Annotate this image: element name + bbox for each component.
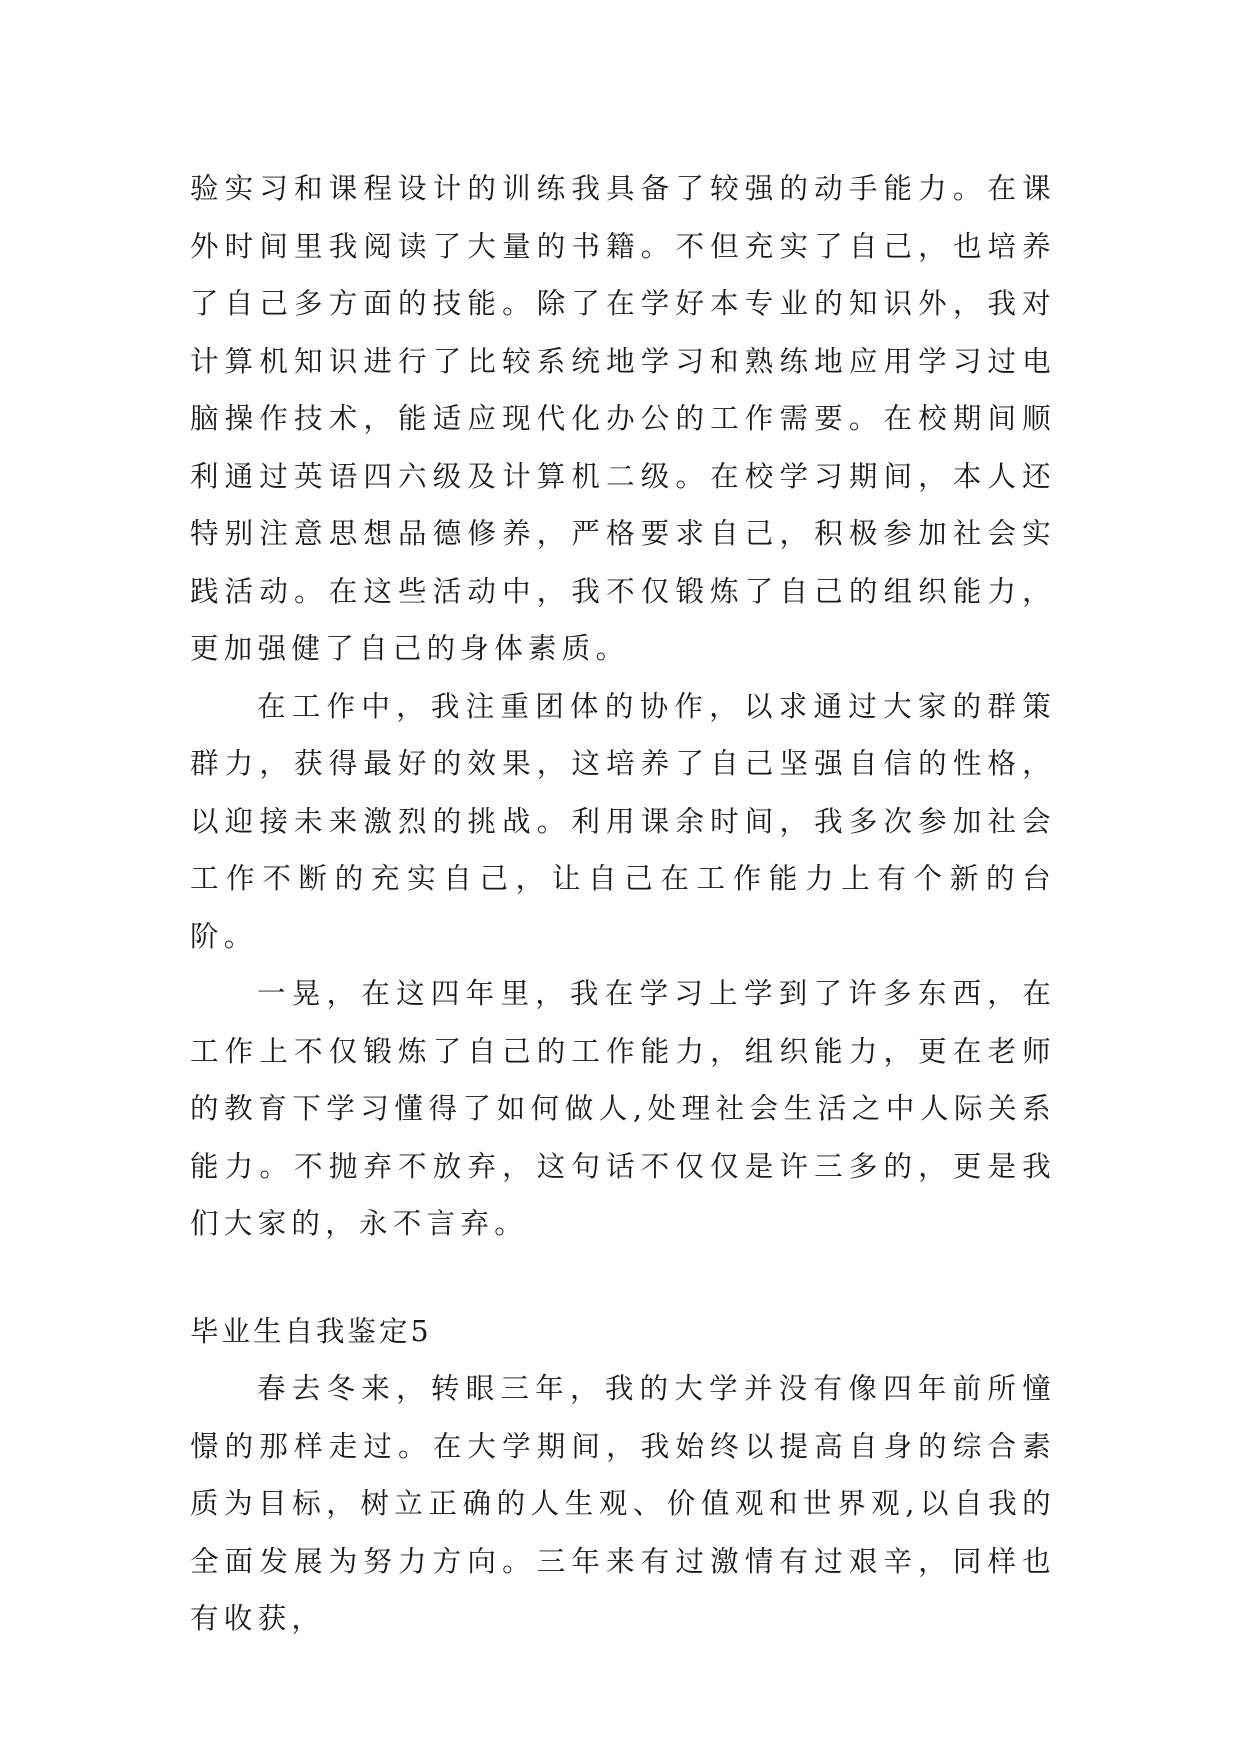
section-gap — [190, 1253, 1056, 1303]
paragraph-2: 在工作中，我注重团体的协作，以求通过大家的群策群力，获得最好的效果，这培养了自己坚强自信的性格，以迎接未来激烈的挑战。利用课余时间，我多次参加社会工作不断的充实自己，让自己在工作能力上有个新的台阶。 — [190, 689, 1056, 953]
document-body — [190, 160, 1056, 1648]
paragraph-4: 春去冬来，转眼三年，我的大学并没有像四年前所憧憬的那样走过。在大学期间，我始终以提高自身的综合素质为目标，树立正确的人生观、价值观和世界观,以自我的全面发展为努力方向。三年来有过激情有过艰辛，同样也有收获， — [190, 1372, 1056, 1635]
paragraph-1: 验实习和课程设计的训练我具备了较强的动手能力。在课外时间里我阅读了大量的书籍。不但充实了自己，也培养了自己多方面的技能。除了在学好本专业的知识外，我对计算机知识进行了比较系统地学习和熟练地应用学习过电脑操作技术，能适应现代化办公的工作需要。在校期间顺利通过英语四六级及计算机二级。在校学习期间，本人还特别注意思想品德修养，严格要求自己，积极参加社会实践活动。在这些活动中，我不仅锻炼了自己的组织能力，更加强健了自己的身体素质。 — [190, 172, 1056, 665]
section-heading: 毕业生自我鉴定5 — [190, 1314, 432, 1348]
paragraph-3: 一晃，在这四年里，我在学习上学到了许多东西，在工作上不仅锻炼了自己的工作能力，组织能力，更在老师的教育下学习懂得了如何做人,处理社会生活之中人际关系能力。不抛弃不放弃，这句话不仅仅是许三多的，更是我们大家的，永不言弃。 — [190, 977, 1056, 1240]
